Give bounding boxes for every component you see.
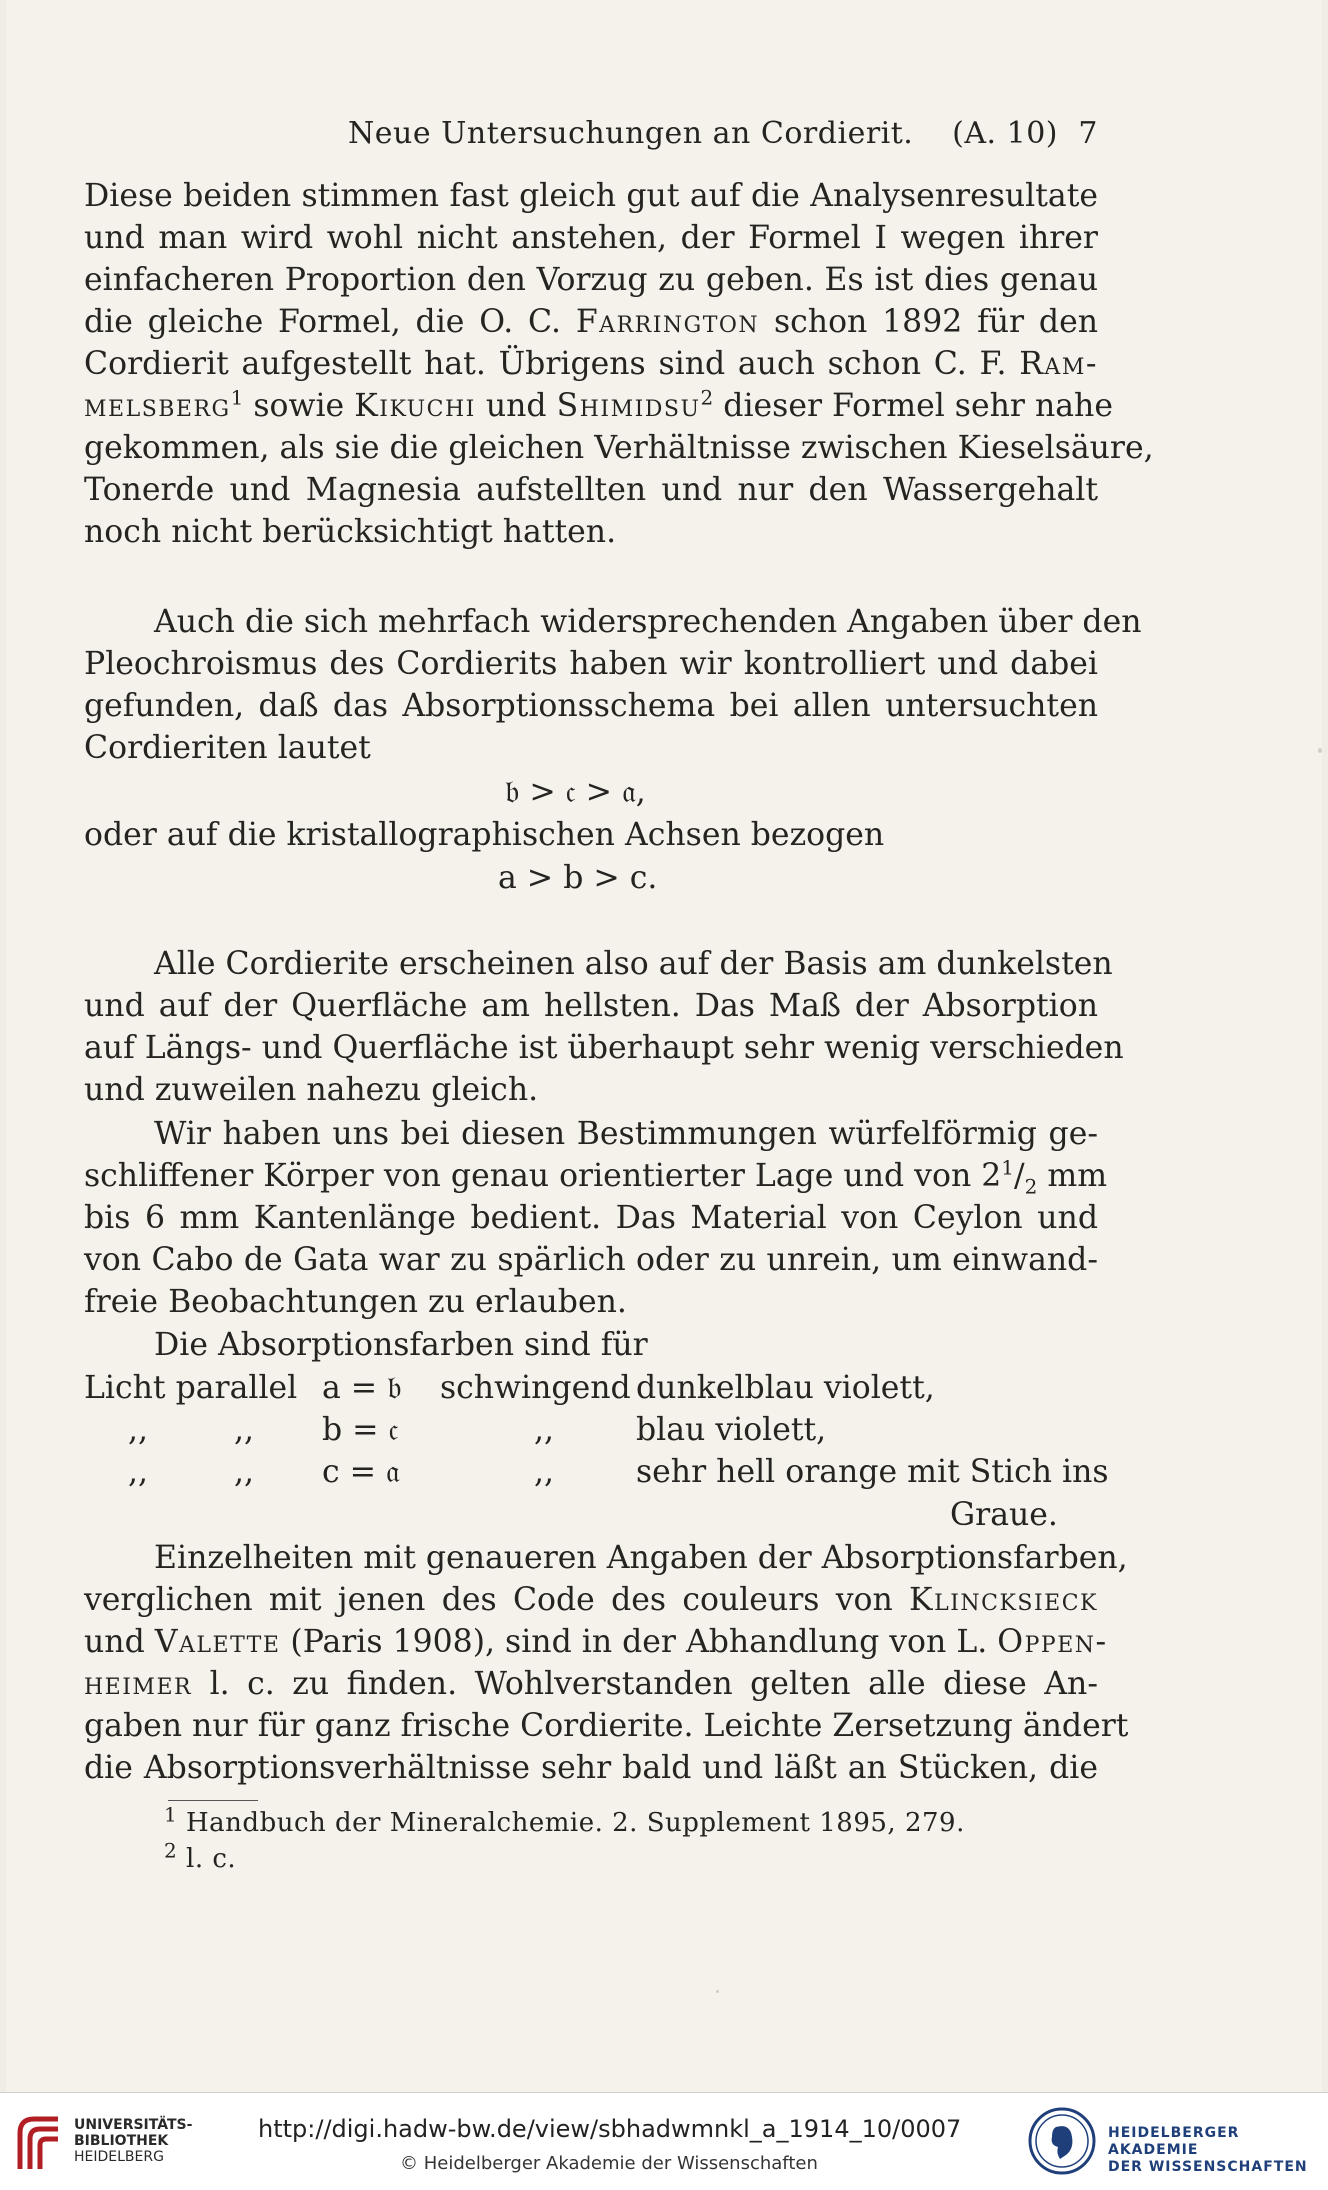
text-line: Tonerde und Magnesia aufstellten und nur den Wassergehalt	[84, 472, 1098, 508]
text-line: verglichen mit jenen des Code des couleurs von Klincksieck	[84, 1582, 1098, 1618]
text-line: Die Absorptionsfarben sind für	[154, 1327, 648, 1363]
source-url-link[interactable]: http://digi.hadw-bw.de/view/sbhadwmnkl_a_1914_10/0007	[258, 2115, 962, 2143]
scan-speck	[1318, 748, 1322, 753]
footnote: $^1$ Handbuch der Mineralchemie. 2. Supplement 1895, 279.	[164, 1802, 965, 1838]
text-line: gefunden, daß das Absorptionsschema bei allen untersuchten	[84, 688, 1098, 724]
text-line: schliffener Körper von genau orientierter Lage und von $2^1/_2$ mm	[84, 1155, 1108, 1199]
university-library-logo-icon	[12, 2111, 66, 2173]
text-line: einfacheren Proportion den Vorzug zu geben. Es ist dies genau	[84, 262, 1098, 298]
academy-seal-icon	[1026, 2103, 1098, 2179]
text-line: noch nicht berücksichtigt hatten.	[84, 514, 617, 550]
running-header	[84, 116, 1098, 158]
text-line: auf Längs- und Querfläche ist überhaupt sehr wenig verschieden	[84, 1030, 1124, 1066]
university-library-name: UNIVERSITÄTS- BIBLIOTHEK HEIDELBERG	[74, 2117, 193, 2165]
text-line: Pleochroismus des Cordierits haben wir kontrolliert und dabei	[84, 646, 1098, 682]
academy-name: HEIDELBERGER AKADEMIE DER WISSENSCHAFTEN	[1108, 2125, 1308, 2175]
scan-speck	[716, 1990, 719, 1993]
footnote: $^2$ l. c.	[164, 1838, 237, 1874]
text-line: bis 6 mm Kantenlänge bedient. Das Material von Ceylon und	[84, 1200, 1098, 1236]
text-line: und auf der Querfläche am hellsten. Das Maß der Absorption	[84, 988, 1098, 1024]
author-name: Farrington	[575, 304, 760, 340]
text-line: Alle Cordierite erscheinen also auf der Basis am dunkelsten	[154, 946, 1113, 982]
copyright-text: © Heidelberger Akademie der Wissenschaften	[400, 2153, 818, 2174]
text-line: Graue.	[950, 1497, 1058, 1533]
header-title: Neue Untersuchungen an Cordierit.	[348, 116, 914, 151]
absorption-row: ,, ,, c = 𝔞 ,, sehr hell orange mit Stich ins	[128, 1454, 1109, 1490]
absorption-row: Licht parallel a = 𝔟 schwingend dunkelblau violett,	[84, 1370, 935, 1406]
author-name: Valette	[154, 1624, 281, 1660]
footer-bar	[0, 2092, 1328, 2190]
footnote-ref: 2	[700, 385, 714, 410]
text-line: die Absorptionsverhältnisse sehr bald und läßt an Stücken, die	[84, 1750, 1098, 1786]
text-line: Wir haben uns bei diesen Bestimmungen würfelförmig ge-	[154, 1116, 1098, 1152]
text-line: und zuweilen nahezu gleich.	[84, 1072, 539, 1108]
author-name: Ram-	[1019, 346, 1098, 382]
footnote-rule	[168, 1800, 258, 1801]
author-name: Klincksieck	[909, 1582, 1098, 1618]
text-line: Diese beiden stimmen fast gleich gut auf die Analysenresultate	[84, 178, 1098, 214]
text-line: gaben nur für ganz frische Cordierite. Leichte Zersetzung ändert	[84, 1708, 1129, 1744]
text-line: freie Beobachtungen zu erlauben.	[84, 1284, 627, 1320]
page-number: 7	[1078, 116, 1098, 151]
text-line: gekommen, als sie die gleichen Verhältnisse zwischen Kieselsäure,	[84, 430, 1154, 466]
text-line: oder auf die kristallographischen Achsen bezogen	[84, 817, 885, 853]
absorption-row: ,, ,, b = 𝔠 ,, blau violett,	[128, 1412, 827, 1448]
text-line: und Valette (Paris 1908), sind in der Abhandlung von L. Oppen-	[84, 1624, 1108, 1660]
text-line: heimer l. c. zu finden. Wohlverstanden gelten alle diese An-	[84, 1666, 1098, 1702]
text-line: Einzelheiten mit genaueren Angaben der Absorptionsfarben,	[154, 1540, 1128, 1576]
formula-absorption: 𝔟 > 𝔠 > 𝔞,	[505, 774, 646, 810]
text-line: Cordieriten lautet	[84, 730, 371, 766]
header-ref: (A. 10)	[952, 116, 1058, 151]
text-line: melsberg$^1$ sowie Kikuchi und Shimidsu$^2$ dieser Formel sehr nahe	[84, 385, 1113, 424]
text-line: die gleiche Formel, die O. C. Farrington schon 1892 für den	[84, 304, 1098, 340]
text-line: und man wird wohl nicht anstehen, der Formel I wegen ihrer	[84, 220, 1098, 256]
text-line: Cordierit aufgestellt hat. Übrigens sind auch schon C. F. Ram-	[84, 346, 1098, 382]
text-line: von Cabo de Gata war zu spärlich oder zu unrein, um einwand-	[84, 1242, 1098, 1278]
text-line: Auch die sich mehrfach widersprechenden Angaben über den	[154, 604, 1142, 640]
author-name: Oppen-	[997, 1624, 1108, 1660]
footnote-ref: 1	[230, 385, 244, 410]
formula-axes: a > b > c.	[498, 860, 658, 896]
